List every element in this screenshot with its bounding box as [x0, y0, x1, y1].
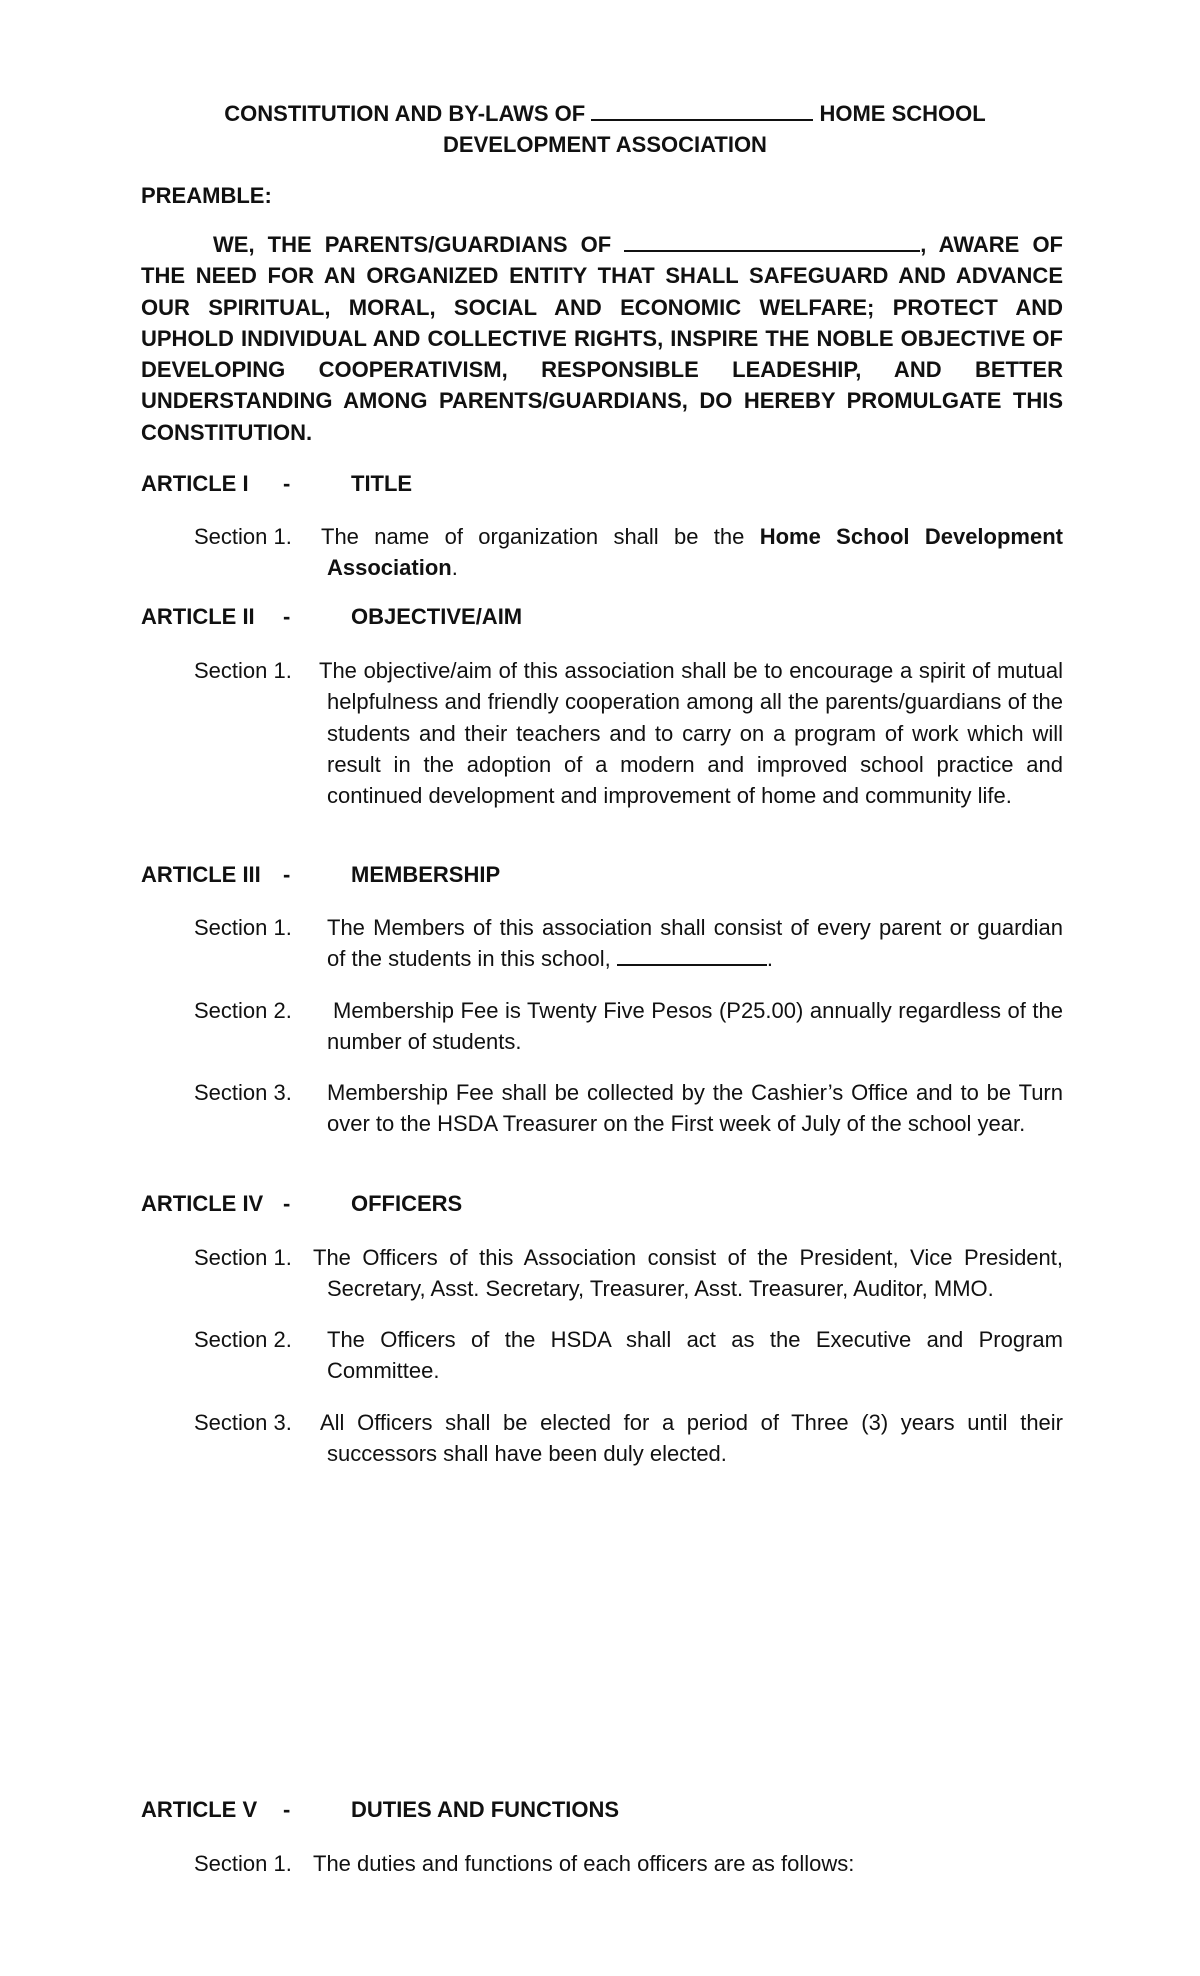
section-body: Membership Fee is Twenty Five Pesos (P25.00) annually regardless of the number of students. [327, 998, 1063, 1055]
section [194, 1324, 1063, 1387]
section [194, 1848, 1063, 1879]
section-text: The Members of this association shall consist of every parent or guardian of the students in this school, [327, 915, 1063, 972]
section-label: Section 1. [194, 1245, 292, 1270]
article-heading [141, 862, 500, 888]
section-body [321, 521, 1063, 584]
section-body: The objective/aim of this association shall be to encourage a spirit of mutual helpfulness and friendly cooperation among all the parents/guardians of the students and their teachers and to carry on a program of work which will result in the adoption of a modern and improved school practice and continued development and improvement of home and community life. [319, 658, 1063, 809]
section-text-end: . [451, 555, 458, 581]
section-label: Section 1. [194, 1851, 292, 1876]
article-dash: - [283, 862, 291, 887]
section-body [327, 912, 1063, 975]
organization-name: Home School Development Association [327, 524, 1063, 581]
section-label: Section 3. [194, 1410, 292, 1435]
article-heading [141, 1191, 462, 1217]
section [194, 995, 1063, 1058]
section-label: Section 1. [194, 658, 292, 683]
section-body: Membership Fee shall be collected by the Cashier’s Office and to be Turn over to the HSDA Treasurer on the First week of July of the school year. [327, 1080, 1063, 1137]
article-number: ARTICLE IV [141, 1191, 264, 1216]
preamble-heading: PREAMBLE: [141, 183, 272, 208]
section-label: Section 1. [194, 915, 292, 940]
title-text-end: HOME SCHOOL [819, 101, 986, 126]
school-blank [617, 943, 767, 966]
title-text-start: CONSTITUTION AND BY-LAWS OF [224, 101, 586, 126]
article-heading [141, 1797, 619, 1823]
section [194, 655, 1063, 811]
school-blank [624, 229, 920, 252]
article-dash: - [283, 471, 291, 496]
preamble-rest: , AWARE OF THE NEED FOR AN ORGANIZED ENTITY THAT SHALL SAFEGUARD AND ADVANCE OUR SPIRITUAL, MORAL, SOCIAL AND ECONOMIC WELFARE; PROTECT AND UPHOLD INDIVIDUAL AND COLLECTIVE RIGHTS, INSPIRE THE NOBLE OBJECTIVE OF DEVELOPING COOPERATIVISM, RESPONSIBLE LEADESHIP, AND BETTER UNDERSTANDING AMONG PARENTS/GUARDIANS, DO HEREBY PROMULGATE THIS CONSTITUTION. [141, 232, 1063, 445]
section-label: Section 2. [194, 998, 292, 1023]
section-body: The Officers of this Association consist of the President, Vice President, Secretary, Asst. Secretary, Treasurer, Asst. Treasurer, Auditor, MMO. [313, 1245, 1063, 1302]
article-name: DUTIES AND FUNCTIONS [351, 1797, 620, 1822]
article-name: TITLE [351, 471, 413, 496]
article-name: MEMBERSHIP [351, 862, 501, 887]
article-heading [141, 604, 522, 630]
section [194, 1077, 1063, 1140]
article-number: ARTICLE III [141, 862, 261, 887]
school-name-blank [591, 98, 813, 121]
section-body: The Officers of the HSDA shall act as the Executive and Program Committee. [327, 1327, 1063, 1384]
article-name: OBJECTIVE/AIM [351, 604, 523, 629]
section-text-end: . [766, 946, 773, 972]
title-line-1 [140, 98, 1070, 129]
section-label: Section 3. [194, 1080, 292, 1105]
section-text: The name of organization shall be the [321, 524, 760, 549]
article-number: ARTICLE I [141, 471, 249, 496]
article-number: ARTICLE V [141, 1797, 258, 1822]
section-label: Section 2. [194, 1327, 292, 1352]
title-line-2: DEVELOPMENT ASSOCIATION [443, 132, 767, 157]
preamble-text [141, 229, 1063, 448]
section-body: All Officers shall be elected for a period of Three (3) years until their successors shall have been duly elected. [320, 1410, 1063, 1467]
article-dash: - [283, 1797, 291, 1822]
preamble-start: WE, THE PARENTS/GUARDIANS OF [213, 232, 612, 257]
article-heading [141, 471, 412, 497]
section [194, 521, 1063, 584]
section [194, 912, 1063, 975]
section-label: Section 1. [194, 524, 292, 549]
section [194, 1407, 1063, 1470]
article-dash: - [283, 604, 291, 629]
document-title [140, 98, 1070, 160]
article-dash: - [283, 1191, 291, 1216]
article-number: ARTICLE II [141, 604, 255, 629]
section [194, 1242, 1063, 1305]
article-name: OFFICERS [351, 1191, 463, 1216]
section-body: The duties and functions of each officers are as follows: [313, 1851, 855, 1876]
